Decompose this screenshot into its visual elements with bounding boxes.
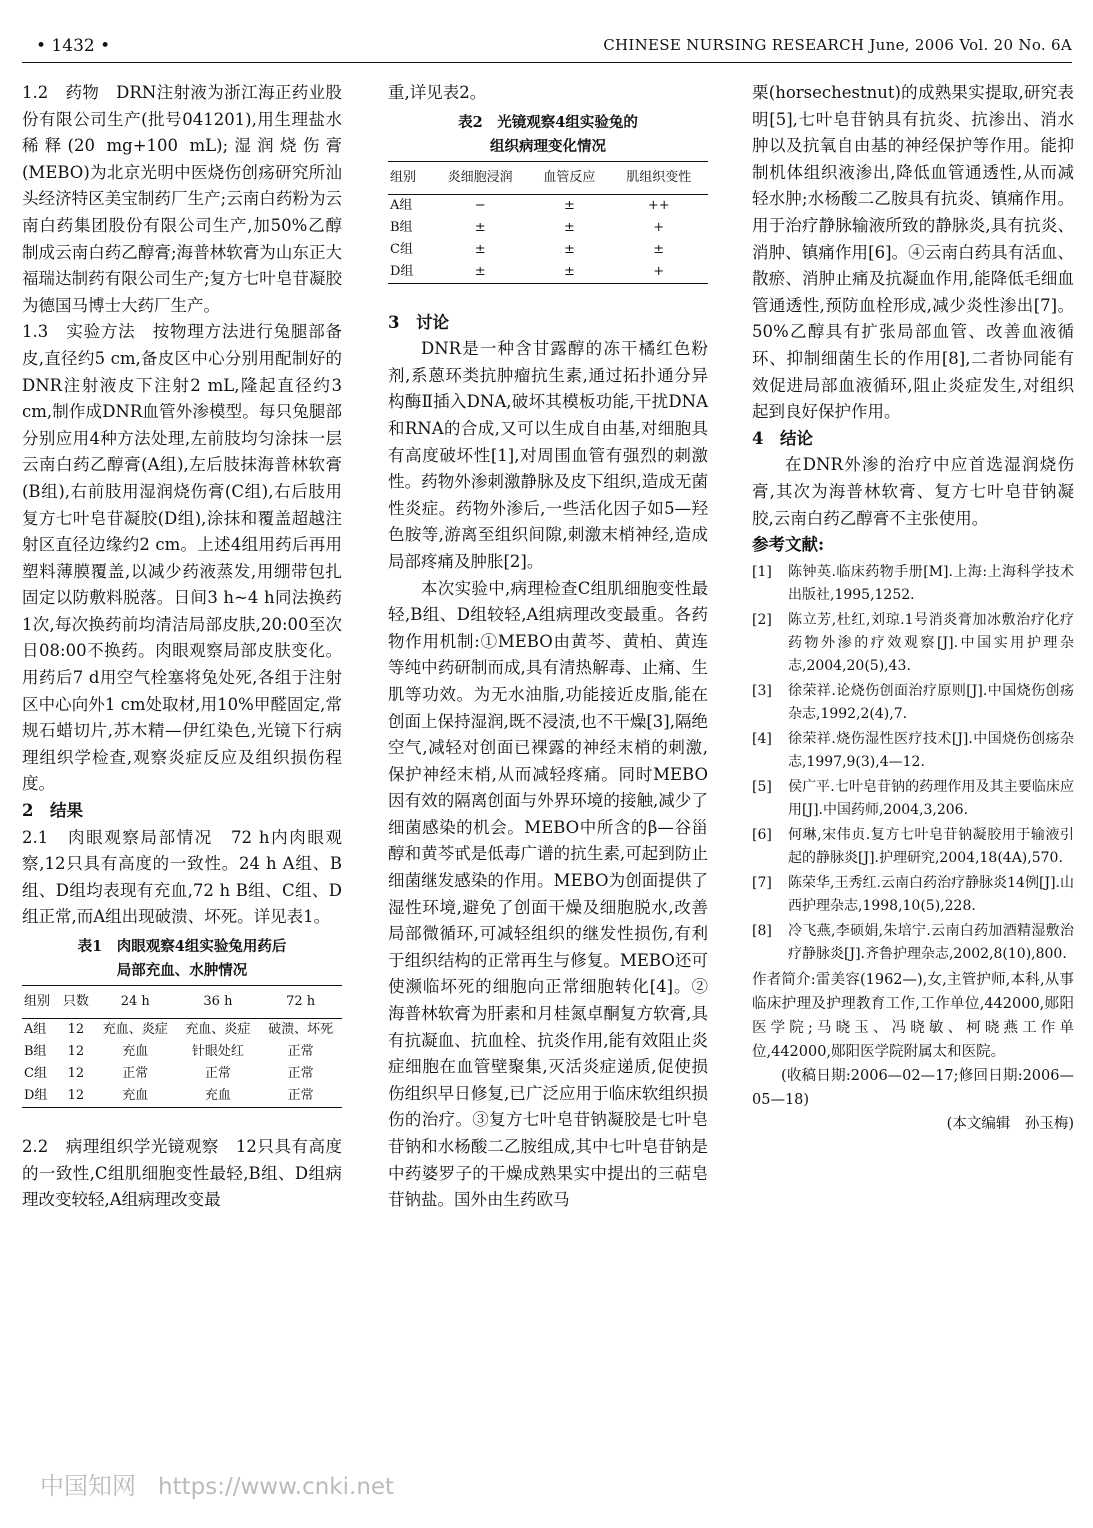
section-2-2-histology: 2.2 病理组织学光镜观察 12只具有高度的一致性,C组肌细胞变性最轻,B组、D组病理改变较轻,A组病理改变最 — [22, 1137, 342, 1210]
t2-cell: ± — [653, 241, 665, 257]
t1-header-cell: 72 h — [259, 986, 342, 1019]
conclusion-paragraph: 在DNR外渗的治疗中应首选湿润烧伤膏,其次为海普林软膏、复方七叶皂苷钠凝胶,云南白药乙醇膏不主张使用。 — [752, 455, 1074, 528]
reference-item — [752, 824, 1074, 870]
t1-cell: 12 — [67, 1066, 85, 1081]
t1-header-cell: 只数 — [58, 986, 94, 1019]
reference-number: [1] — [752, 563, 772, 580]
discussion-paragraph-1: DNR是一种含甘露醇的冻干橘红色粉剂,系蒽环类抗肿瘤抗生素,通过拓扑通分异构酶Ⅱ插入DNA,破坏其模板功能,干扰DNA和RNA的合成,又可以生成自由基,对细胞具有高度破坏性[1],对周围血管有强烈的刺激性。药物外渗刺激静脉及皮下组织,造成无菌性炎症。药物外渗后,一些活化因子如5—羟色胺等,游离至组织间隙,刺激末梢神经,造成局部疼痛及肿胀[2]。 — [388, 339, 708, 571]
heading-conclusion: 4 结论 — [752, 428, 813, 448]
editor-note: (本文编辑 孙玉梅) — [946, 1115, 1074, 1132]
t2-cell: D组 — [388, 261, 431, 284]
t1-cell: B组 — [24, 1044, 47, 1059]
table-2-caption-line1: 表2 光镜观察4组实验兔的 — [458, 113, 638, 131]
table-row — [22, 1085, 342, 1108]
reference-number: [7] — [752, 874, 772, 891]
reference-text: 陈荣华,王秀红.云南白药治疗静脉炎14例[J].山西护理杂志,1998,10(5),228. — [788, 874, 1074, 914]
table-row — [22, 1063, 342, 1085]
heading-discussion: 3 讨论 — [388, 312, 449, 332]
table-2 — [388, 161, 708, 284]
t2-cell: B组 — [390, 219, 413, 235]
t2-cell: + — [609, 261, 708, 284]
reference-item — [752, 561, 1074, 607]
t1-cell: 正常 — [287, 1066, 314, 1081]
page-number: • 1432 • — [36, 36, 111, 56]
t2-cell: ± — [563, 219, 575, 235]
t1-cell: 正常 — [122, 1066, 149, 1081]
section-1-2-drugs: 1.2 药物 DRN注射液为浙江海正药业股份有限公司生产(批号041201),用生理盐水稀释(20 mg+100 mL);湿润烧伤膏(MEBO)为北京光明中医烧伤创疡研究所汕头经济特区美宝制药厂生产;云南白药粉为云南白药集团股份有限公司生产,加50%乙醇制成云南白药乙醇膏;海普林软膏为山东正大福瑞达制药有限公司生产;复方七叶皂苷凝胶为德国马博士大药厂生产。 — [22, 83, 342, 315]
reference-text: 冷飞燕,李硕娟,朱培宁.云南白药加酒精湿敷治疗静脉炎[J].齐鲁护理杂志,2002,8(10),800. — [788, 922, 1074, 962]
reference-number: [3] — [752, 682, 772, 699]
heading-results: 2 结果 — [22, 801, 83, 821]
reference-item — [752, 920, 1074, 966]
watermark-logo: 中国知网 — [40, 1472, 136, 1500]
t1-cell: 正常 — [204, 1066, 231, 1081]
t1-cell: A组 — [24, 1022, 47, 1037]
t1-cell: 12 — [67, 1044, 85, 1059]
watermark-url: https://www.cnki.net — [158, 1474, 395, 1500]
reference-item — [752, 680, 1074, 726]
t2-header-cell: 肌组织变性 — [609, 161, 708, 194]
reference-number: [5] — [752, 778, 772, 795]
t1-cell: 12 — [67, 1022, 85, 1037]
reference-number: [6] — [752, 826, 772, 843]
reference-text: 陈钟英.临床药物手册[M].上海:上海科学技术出版社,1995,1252. — [788, 563, 1074, 603]
reference-item — [752, 728, 1074, 774]
table-row — [22, 1019, 342, 1042]
table-row — [388, 239, 708, 261]
t1-cell: D组 — [22, 1085, 58, 1108]
reference-text: 陈立芳,杜红,刘琼.1号消炎膏加冰敷治疗化疗药物外渗的疗效观察[J].中国实用护理杂志,2004,20(5),43. — [788, 611, 1074, 674]
t2-header-cell: 炎细胞浸润 — [431, 161, 530, 194]
reference-text: 徐荣祥.烧伤湿性医疗技术[J].中国烧伤创疡杂志,1997,9(3),4—12. — [788, 730, 1074, 770]
t2-cell: ± — [563, 241, 575, 257]
column-1 — [22, 80, 342, 1214]
t1-cell: 针眼处红 — [191, 1044, 244, 1059]
t1-cell: 充血 — [177, 1085, 260, 1108]
t1-cell: 12 — [58, 1085, 94, 1108]
t2-cell: ± — [529, 261, 609, 284]
reference-item — [752, 776, 1074, 822]
references-list — [752, 561, 1074, 966]
table-1-caption — [22, 935, 342, 983]
t2-cell: A组 — [390, 197, 413, 213]
t1-cell: 充血、炎症 — [185, 1022, 251, 1037]
reference-number: [2] — [752, 611, 772, 628]
discussion-paragraph-2: 本次实验中,病理检查C组肌细胞变性最轻,B组、D组较轻,A组病理改变最重。各药物作用机制:①MEBO由黄芩、黄柏、黄连等纯中药研制而成,具有清热解毒、止痛、生肌等功效。为无水油脂,功能接近皮脂,能在创面上保持湿润,既不浸渍,也不干燥[3],隔绝空气,减轻对创面已裸露的神经末梢的刺激,保护神经末梢,从而减轻疼痛。同时MEBO因有效的隔离创面与外界环境的接触,减少了细菌感染的机会。MEBO中所含的β—谷甾醇和黄芩甙是低毒广谱的抗生素,可起到防止细菌继发感染的作用。MEBO为创面提供了湿性环境,避免了创面干燥及细胞脱水,改善局部微循环,可减轻组织的继发性损伤,有利于组织结构的正常再生与修复。MEBO还可使濒临坏死的细胞向正常细胞转化[4]。②海普林软膏为肝素和月桂氮卓酮复方软膏,具有抗凝血、抗血栓、抗炎作用,能有效阻止炎症细胞在血管壁聚集,灭活炎症递质,促使损伤组织早日修复,已广泛应用于临床软组织损伤的治疗。③复方七叶皂苷钠凝胶是七叶皂苷钠和水杨酸二乙胺组成,其中七叶皂苷钠是中药婆罗子的干燥成熟果实中提出的三萜皂苷钠盐。国外由生药欧马 — [388, 578, 708, 1210]
t1-cell: 破溃、坏死 — [268, 1022, 334, 1037]
t2-cell: ± — [474, 219, 486, 235]
t2-header-cell: 血管反应 — [529, 161, 609, 194]
t2-cell: + — [653, 219, 665, 235]
t2-header-cell: 组别 — [388, 161, 431, 194]
t2-cell: ± — [474, 241, 486, 257]
table-1-caption-line2: 局部充血、水肿情况 — [116, 962, 248, 979]
t1-cell: 正常 — [287, 1044, 314, 1059]
continued-text: 重,详见表2。 — [388, 83, 487, 102]
table-1 — [22, 985, 342, 1108]
received-dates: (收稿日期:2006—02—17;修回日期:2006—05—18) — [752, 1067, 1074, 1108]
reference-text: 何琳,宋伟贞.复方七叶皂苷钠凝胶用于输液引起的静脉炎[J].护理研究,2004,18(4A),570. — [788, 826, 1074, 866]
table-row — [388, 194, 708, 217]
reference-number: [4] — [752, 730, 772, 747]
t1-cell: 正常 — [259, 1085, 342, 1108]
author-bio: 作者简介:雷美容(1962—),女,主管护师,本科,从事临床护理及护理教育工作,工作单位,442000,郧阳医学院;马晓玉、冯晓敏、柯晓燕工作单位,442000,郧阳医学院附属太和医院。 — [752, 971, 1074, 1060]
t1-cell: C组 — [24, 1066, 47, 1081]
table-2-caption-line2: 组织病理变化情况 — [490, 137, 606, 155]
reference-number: [8] — [752, 922, 772, 939]
table-row — [388, 261, 708, 284]
header-rule — [22, 62, 1072, 63]
t2-cell: ± — [431, 261, 530, 284]
cnki-watermark — [40, 1466, 394, 1501]
section-2-1-gross: 2.1 肉眼观察局部情况 72 h内肉眼观察,12只具有高度的一致性。24 h A组、B组、D组均表现有充血,72 h B组、C组、D组正常,而A组出现破溃、坏死。详见表1。 — [22, 827, 342, 927]
column-2 — [388, 80, 708, 1214]
t1-cell: 充血 — [94, 1085, 177, 1108]
column-3 — [752, 80, 1074, 1136]
t2-cell: C组 — [390, 241, 413, 257]
t1-cell: 充血 — [122, 1044, 149, 1059]
continued-text: 栗(horsechestnut)的成熟果实提取,研究表明[5],七叶皂苷钠具有抗炎、抗渗出、消水肿以及抗氧自由基的神经保护等作用。能抑制机体组织液渗出,降低血管通透性,从而减轻水肿;水杨酸二乙胺具有抗炎、镇痛作用。用于治疗静脉输液所致的静脉炎,具有抗炎、消肿、镇痛作用[6]。④云南白药具有活血、散瘀、消肿止痛及抗凝血作用,能降低毛细血管通透性,预防血栓形成,减少炎性渗出[7]。50%乙醇具有扩张局部血管、改善血液循环、抑制细菌生长的作用[8],二者协同能有效促进局部血液循环,阻止炎症发生,对组织起到良好保护作用。 — [752, 83, 1074, 422]
t1-header-cell: 组别 — [22, 986, 58, 1019]
t2-cell: ± — [563, 197, 575, 213]
table-row — [388, 217, 708, 239]
running-header — [22, 36, 1072, 60]
reference-text: 徐荣祥.论烧伤创面治疗原则[J].中国烧伤创疡杂志,1992,2(4),7. — [788, 682, 1074, 722]
t2-cell: − — [474, 197, 486, 213]
table-row — [22, 1041, 342, 1063]
table-1-caption-line1: 表1 肉眼观察4组实验兔用药后 — [77, 938, 287, 955]
t2-cell: ++ — [647, 197, 670, 213]
journal-info: CHINESE NURSING RESEARCH June, 2006 Vol. 20 No. 6A — [603, 36, 1072, 54]
references-title: 参考文献: — [752, 535, 825, 555]
t1-header-cell: 24 h — [94, 986, 177, 1019]
reference-item — [752, 872, 1074, 918]
section-1-3-methods: 1.3 实验方法 按物理方法进行兔腿部备皮,直径约5 cm,备皮区中心分别用配制好的DNR注射液皮下注射2 mL,隆起直径约3 cm,制作成DNR血管外渗模型。每只兔腿部分别应用4种方法处理,左前肢均匀涂抹一层云南白药乙醇膏(A组),左后肢抹海普林软膏(B组),右前肢用湿润烧伤膏(C组),右后肢用复方七叶皂苷凝胶(D组),涂抹和覆盖超越注射区直径边缘约2 cm。上述4组用药后再用塑料薄膜覆盖,以减少药液蒸发,用绷带包扎固定以防敷料脱落。日间3 h~4 h同法换药1次,每次换药前均清洁局部皮肤,20:00至次日08:00不换药。肉眼观察局部皮肤变化。用药后7 d用空气栓塞将兔处死,各组于注射区中心向外1 cm处取材,用10%甲醛固定,常规石蜡切片,苏木精—伊红染色,光镜下行病理组织学检查,观察炎症反应及组织损伤程度。 — [22, 322, 342, 794]
reference-text: 侯广平.七叶皂苷钠的药理作用及其主要临床应用[J].中国药师,2004,3,206. — [788, 778, 1074, 818]
t1-header-cell: 36 h — [177, 986, 260, 1019]
reference-item — [752, 609, 1074, 678]
table-2-caption — [388, 111, 708, 159]
t1-cell: 充血、炎症 — [102, 1022, 168, 1037]
